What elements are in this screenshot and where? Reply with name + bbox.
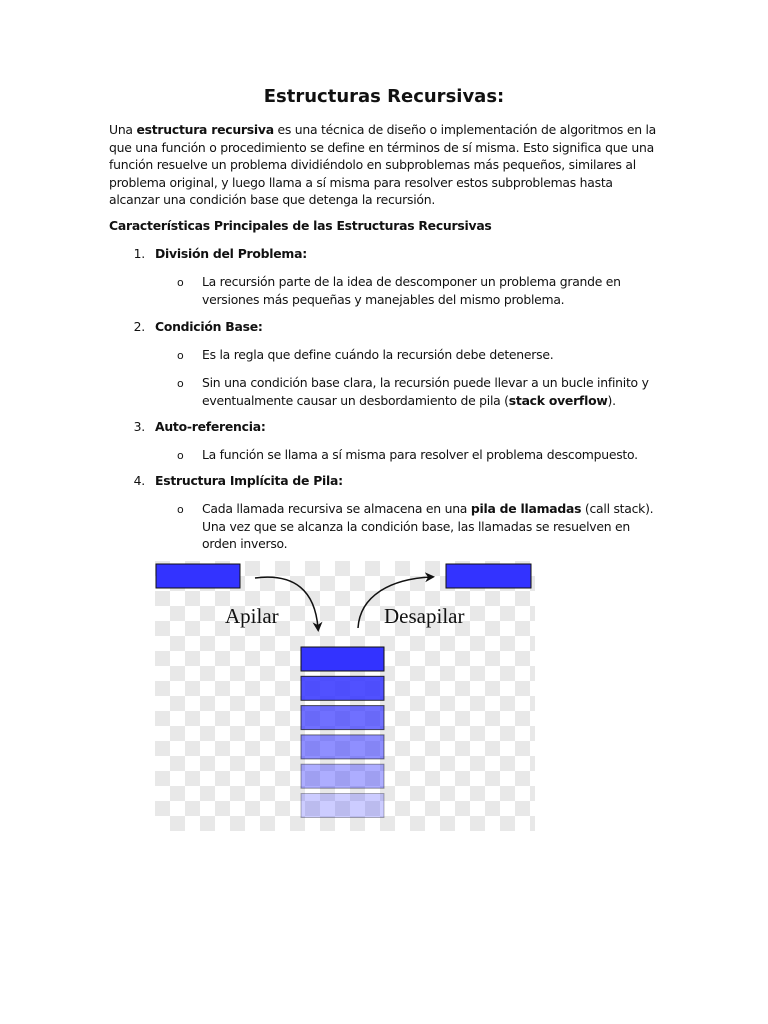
page-title: Estructuras Recursivas:	[263, 86, 505, 107]
bullet-icon: o	[177, 276, 184, 289]
intro-rest: es una técnica de diseño o implementación de algoritmos en la que una función o procedimiento se define en términos de sí misma. Esto significa que una función resuelve un problema dividiéndolo en subproblemas más pequeños, similares al problema original, y luego llama a sí misma para resolver estos subproblemas hasta alcanzar una condición base que detenga la recursión.	[109, 122, 657, 208]
bullet-text-2-2-prefix: Sin una condición base clara, la recursión puede llevar a un bucle infinito y eventualmente causar un desbordamiento de pila (	[202, 375, 649, 408]
stack-frame-5	[301, 764, 384, 788]
intro-prefix: Una	[109, 122, 137, 137]
bullet-text-4-1-prefix: Cada llamada recursiva se almacena en una	[202, 501, 471, 516]
section-heading: Características Principales de las Estructuras Recursivas	[109, 218, 492, 233]
bullet-icon: o	[177, 449, 184, 462]
list-item-title-3: Auto-referencia:	[155, 419, 266, 434]
bullet-icon: o	[177, 377, 184, 390]
bullet-text-4-1	[202, 500, 658, 553]
stack-diagram-svg	[155, 561, 535, 831]
pop-label: Desapilar	[384, 604, 465, 628]
intro-paragraph	[109, 121, 661, 209]
bullet-text-1-1: La recursión parte de la idea de descomponer un problema grande en versiones más pequeñas y manejables del mismo problema.	[202, 274, 621, 307]
stack-frame-3	[301, 706, 384, 730]
bullet-text-4-1-suffix: (call stack). Una vez que se alcanza la condición base, las llamadas se resuelven en orden inverso.	[202, 501, 654, 552]
list-number-4: 4.	[133, 473, 145, 488]
push-block	[156, 564, 240, 588]
stack-frame-2	[301, 676, 384, 700]
bullet-text-3-1: La función se llama a sí misma para resolver el problema descompuesto.	[202, 447, 638, 462]
list-number-3: 3.	[133, 419, 145, 434]
bullet-text-4-1-bold: pila de llamadas	[470, 501, 582, 516]
bullet-icon: o	[177, 503, 184, 516]
list-number-1: 1.	[133, 246, 145, 261]
bullet-text-2-2	[202, 374, 658, 409]
list-item-title-2: Condición Base:	[155, 319, 263, 334]
bullet-text-2-1: Es la regla que define cuándo la recursión debe detenerse.	[202, 347, 554, 362]
list-number-2: 2.	[133, 319, 145, 334]
stack-frame-6	[301, 794, 384, 818]
bullet-icon: o	[177, 349, 184, 362]
bullet-text-2-2-bold: stack overflow	[508, 392, 608, 408]
bullet-text-2-2-suffix: ).	[607, 392, 616, 408]
stack-frame-1	[301, 647, 384, 671]
pop-block	[446, 564, 531, 588]
push-label: Apilar	[225, 604, 279, 628]
stack-diagram	[155, 561, 535, 831]
list-item-title-4: Estructura Implícita de Pila:	[155, 473, 343, 488]
list-item-title-1: División del Problema:	[155, 246, 307, 261]
stack-frame-4	[301, 735, 384, 759]
intro-bold-term: estructura recursiva	[136, 122, 274, 137]
